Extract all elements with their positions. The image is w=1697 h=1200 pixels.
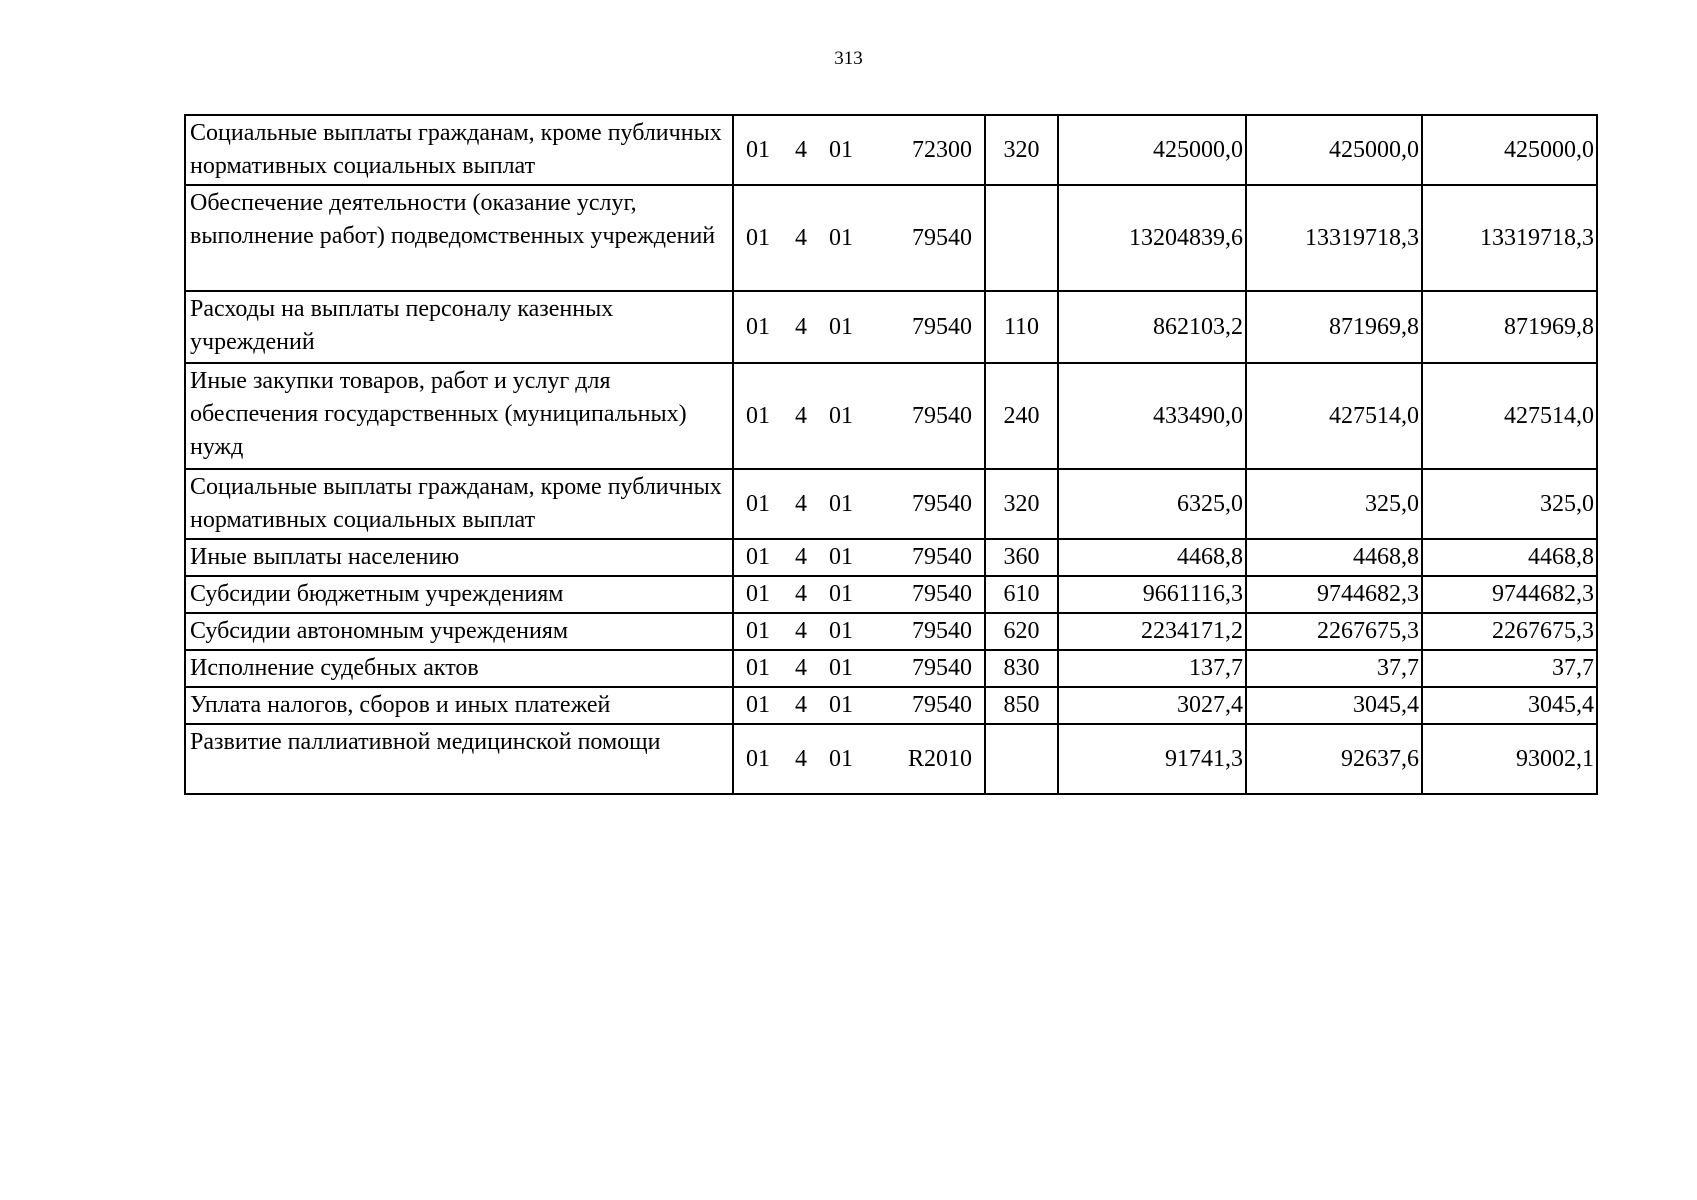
table-row	[185, 363, 1597, 469]
expense-name-cell: Расходы на выплаты персоналу казенных учреждений	[185, 291, 733, 363]
program-code: 01	[746, 618, 770, 644]
expense-name-cell: Иные закупки товаров, работ и услуг для обеспечения государственных (муниципальных) нужд	[185, 363, 733, 469]
activity-code: 01	[829, 581, 853, 607]
amount-3-cell: 325,0	[1422, 469, 1597, 539]
amount-2-cell: 3045,4	[1246, 687, 1422, 724]
classification-code-cell	[733, 687, 985, 724]
activity-code: 01	[829, 692, 853, 718]
table-row	[185, 576, 1597, 613]
subprogram-code: 4	[795, 544, 807, 570]
expense-type-cell: 830	[985, 650, 1058, 687]
amount-2-cell: 92637,6	[1246, 724, 1422, 794]
expense-type-cell	[985, 185, 1058, 291]
direction-code: 79540	[912, 544, 972, 570]
expense-type-cell: 360	[985, 539, 1058, 576]
direction-code: 79540	[912, 490, 972, 517]
classification-code-cell	[733, 469, 985, 539]
expense-name-cell: Социальные выплаты гражданам, кроме публичных нормативных социальных выплат	[185, 469, 733, 539]
table-row	[185, 115, 1597, 185]
expense-name-cell: Обеспечение деятельности (оказание услуг, выполнение работ) подведомственных учреждений	[185, 185, 733, 291]
amount-3-cell: 871969,8	[1422, 291, 1597, 363]
expense-type-cell: 320	[985, 469, 1058, 539]
subprogram-code: 4	[795, 581, 807, 607]
expense-type-cell: 610	[985, 576, 1058, 613]
program-code: 01	[746, 136, 770, 163]
program-code: 01	[746, 313, 770, 340]
classification-code-cell	[733, 539, 985, 576]
program-code: 01	[746, 581, 770, 607]
amount-1-cell: 3027,4	[1058, 687, 1246, 724]
program-code: 01	[746, 224, 770, 251]
subprogram-code: 4	[795, 224, 807, 251]
amount-1-cell: 425000,0	[1058, 115, 1246, 185]
expense-type-cell: 620	[985, 613, 1058, 650]
amount-3-cell: 13319718,3	[1422, 185, 1597, 291]
expense-name-cell: Исполнение судебных актов	[185, 650, 733, 687]
amount-1-cell: 4468,8	[1058, 539, 1246, 576]
subprogram-code: 4	[795, 745, 807, 772]
classification-code-cell	[733, 115, 985, 185]
amount-2-cell: 9744682,3	[1246, 576, 1422, 613]
activity-code: 01	[829, 745, 853, 772]
classification-code-cell	[733, 363, 985, 469]
table-row	[185, 650, 1597, 687]
classification-code-cell	[733, 576, 985, 613]
direction-code: 79540	[912, 655, 972, 681]
amount-1-cell: 137,7	[1058, 650, 1246, 687]
activity-code: 01	[829, 618, 853, 644]
expense-name-cell: Субсидии автономным учреждениям	[185, 613, 733, 650]
amount-2-cell: 425000,0	[1246, 115, 1422, 185]
activity-code: 01	[829, 136, 853, 163]
expense-type-cell: 320	[985, 115, 1058, 185]
table-row	[185, 469, 1597, 539]
expense-name-cell: Социальные выплаты гражданам, кроме публичных нормативных социальных выплат	[185, 115, 733, 185]
activity-code: 01	[829, 224, 853, 251]
direction-code: 79540	[912, 581, 972, 607]
direction-code: 79540	[912, 692, 972, 718]
expense-type-cell: 240	[985, 363, 1058, 469]
subprogram-code: 4	[795, 402, 807, 429]
amount-2-cell: 871969,8	[1246, 291, 1422, 363]
classification-code-cell	[733, 185, 985, 291]
expense-name-cell: Уплата налогов, сборов и иных платежей	[185, 687, 733, 724]
expense-name-cell: Субсидии бюджетным учреждениям	[185, 576, 733, 613]
activity-code: 01	[829, 313, 853, 340]
amount-1-cell: 862103,2	[1058, 291, 1246, 363]
activity-code: 01	[829, 402, 853, 429]
activity-code: 01	[829, 490, 853, 517]
amount-1-cell: 13204839,6	[1058, 185, 1246, 291]
subprogram-code: 4	[795, 618, 807, 644]
expense-type-cell	[985, 724, 1058, 794]
amount-2-cell: 13319718,3	[1246, 185, 1422, 291]
expense-type-cell: 850	[985, 687, 1058, 724]
amount-3-cell: 2267675,3	[1422, 613, 1597, 650]
classification-code-cell	[733, 291, 985, 363]
amount-1-cell: 433490,0	[1058, 363, 1246, 469]
amount-2-cell: 4468,8	[1246, 539, 1422, 576]
amount-3-cell: 425000,0	[1422, 115, 1597, 185]
amount-2-cell: 37,7	[1246, 650, 1422, 687]
program-code: 01	[746, 692, 770, 718]
direction-code: 79540	[912, 224, 972, 251]
page-number: 313	[834, 48, 863, 69]
amount-3-cell: 427514,0	[1422, 363, 1597, 469]
expense-name-cell: Развитие паллиативной медицинской помощи	[185, 724, 733, 794]
direction-code: 79540	[912, 313, 972, 340]
activity-code: 01	[829, 544, 853, 570]
subprogram-code: 4	[795, 136, 807, 163]
program-code: 01	[746, 544, 770, 570]
amount-1-cell: 91741,3	[1058, 724, 1246, 794]
amount-3-cell: 9744682,3	[1422, 576, 1597, 613]
classification-code-cell	[733, 613, 985, 650]
program-code: 01	[746, 745, 770, 772]
table-row	[185, 539, 1597, 576]
program-code: 01	[746, 402, 770, 429]
program-code: 01	[746, 655, 770, 681]
classification-code-cell	[733, 650, 985, 687]
amount-3-cell: 4468,8	[1422, 539, 1597, 576]
table-row	[185, 291, 1597, 363]
amount-2-cell: 427514,0	[1246, 363, 1422, 469]
activity-code: 01	[829, 655, 853, 681]
direction-code: R2010	[907, 745, 972, 772]
amount-1-cell: 9661116,3	[1058, 576, 1246, 613]
table-row	[185, 724, 1597, 794]
amount-1-cell: 2234171,2	[1058, 613, 1246, 650]
expense-name-cell: Иные выплаты населению	[185, 539, 733, 576]
direction-code: 79540	[912, 402, 972, 429]
direction-code: 72300	[912, 136, 972, 163]
amount-3-cell: 3045,4	[1422, 687, 1597, 724]
subprogram-code: 4	[795, 490, 807, 517]
classification-code-cell	[733, 724, 985, 794]
subprogram-code: 4	[795, 313, 807, 340]
table-row	[185, 185, 1597, 291]
program-code: 01	[746, 490, 770, 517]
amount-1-cell: 6325,0	[1058, 469, 1246, 539]
subprogram-code: 4	[795, 655, 807, 681]
table-row	[185, 613, 1597, 650]
table-row	[185, 687, 1597, 724]
amount-2-cell: 2267675,3	[1246, 613, 1422, 650]
subprogram-code: 4	[795, 692, 807, 718]
amount-3-cell: 93002,1	[1422, 724, 1597, 794]
expense-type-cell: 110	[985, 291, 1058, 363]
amount-3-cell: 37,7	[1422, 650, 1597, 687]
amount-2-cell: 325,0	[1246, 469, 1422, 539]
direction-code: 79540	[912, 618, 972, 644]
budget-table	[184, 114, 1598, 795]
